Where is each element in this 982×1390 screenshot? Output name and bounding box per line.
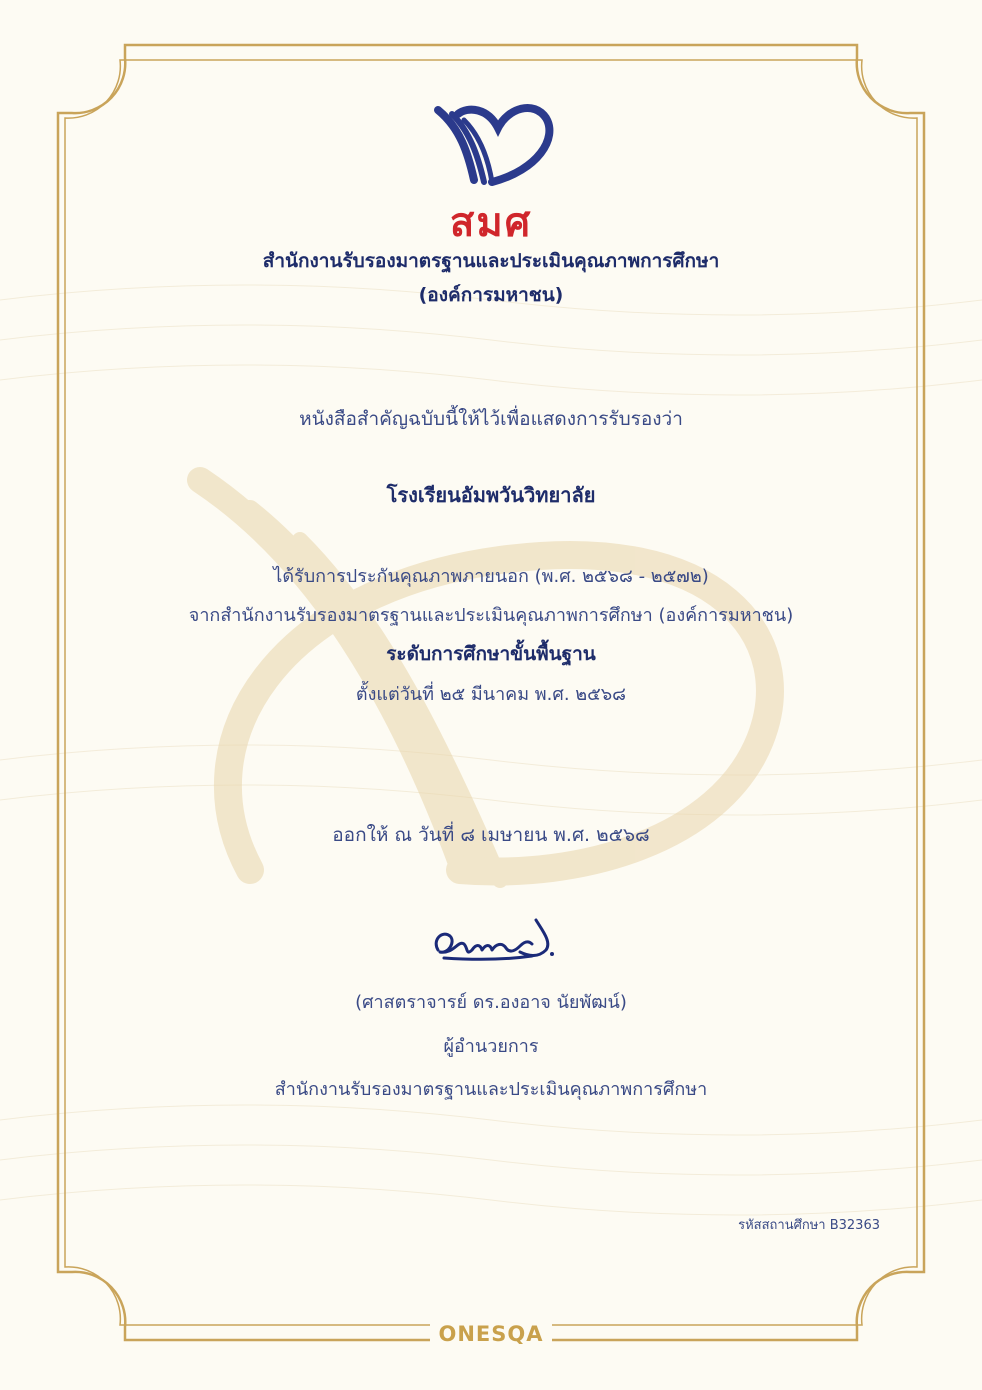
certificate-intro: หนังสือสำคัญฉบับนี้ให้ไว้เพื่อแสดงการรับรองว่า — [299, 408, 683, 430]
school-code: รหัสสถานศึกษา B32363 — [738, 1218, 880, 1233]
effective-date: ตั้งแต่วันที่ ๒๕ มีนาคม พ.ศ. ๒๕๖๘ — [355, 684, 627, 705]
issue-date: ออกให้ ณ วันที่ ๘ เมษายน พ.ศ. ๒๕๖๘ — [332, 824, 650, 846]
brand-text: ONESQA — [430, 1322, 551, 1346]
onesqa-bird-icon — [428, 98, 560, 194]
signer-office: สำนักงานรับรองมาตรฐานและประเมินคุณภาพการศึกษา — [274, 1079, 708, 1100]
signer-position: ผู้อำนวยการ — [443, 1036, 539, 1057]
organization-subtitle: (องค์การมหาชน) — [418, 284, 564, 306]
assurance-period: ได้รับการประกันคุณภาพภายนอก (พ.ศ. ๒๕๖๘ - ๒๕๗๒) — [273, 566, 709, 587]
director-signature — [424, 910, 564, 970]
organization-name: สำนักงานรับรองมาตรฐานและประเมินคุณภาพการศึกษา — [262, 250, 720, 272]
school-name: โรงเรียนอัมพวันวิทยาลัย — [386, 483, 596, 507]
brand-footer — [0, 1322, 982, 1346]
logo-text: สมศ — [449, 200, 533, 246]
issuing-agency: จากสำนักงานรับรองมาตรฐานและประเมินคุณภาพการศึกษา (องค์การมหาชน) — [188, 605, 794, 626]
signer-name: (ศาสตราจารย์ ดร.องอาจ นัยพัฒน์) — [355, 992, 627, 1013]
education-level: ระดับการศึกษาขั้นพื้นฐาน — [386, 643, 596, 665]
